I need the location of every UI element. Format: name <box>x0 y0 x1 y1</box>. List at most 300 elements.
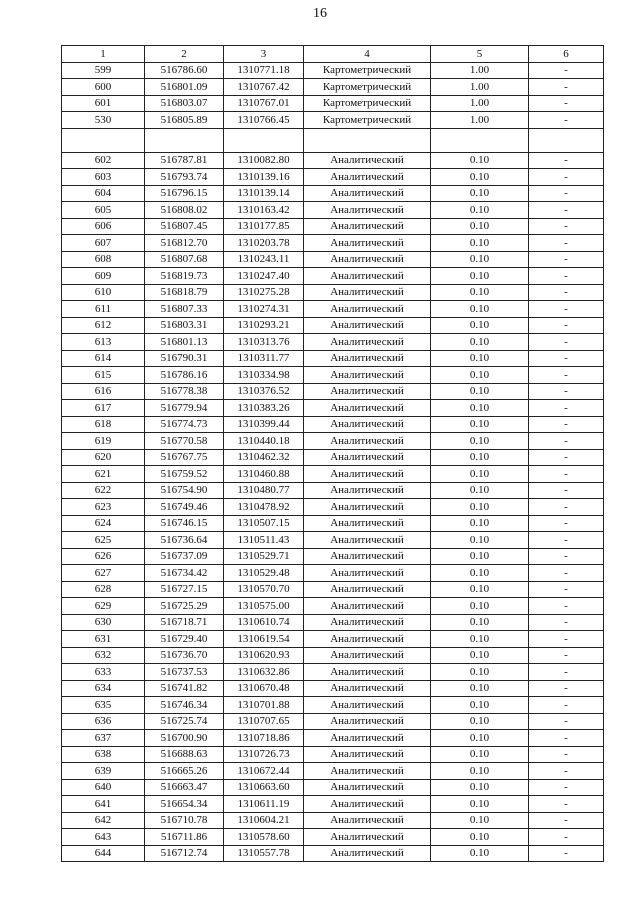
table-row <box>62 350 604 367</box>
x-coordinate-cell: 516754.90 <box>145 482 224 499</box>
method-cell: Аналитический <box>304 284 431 301</box>
y-coordinate-cell: 1310610.74 <box>224 614 304 631</box>
accuracy-cell: 0.10 <box>431 532 529 549</box>
table-row <box>62 218 604 235</box>
point-number-cell: 607 <box>62 235 145 252</box>
y-coordinate-cell: 1310334.98 <box>224 367 304 384</box>
method-cell: Аналитический <box>304 746 431 763</box>
y-coordinate-cell: 1310274.31 <box>224 301 304 318</box>
method-cell: Аналитический <box>304 598 431 615</box>
method-cell: Аналитический <box>304 218 431 235</box>
point-number-cell: 614 <box>62 350 145 367</box>
point-number-cell: 635 <box>62 697 145 714</box>
y-coordinate-cell: 1310701.88 <box>224 697 304 714</box>
y-coordinate-cell: 1310611.19 <box>224 796 304 813</box>
point-number-cell: 622 <box>62 482 145 499</box>
accuracy-cell: 0.10 <box>431 829 529 846</box>
point-number-cell: 643 <box>62 829 145 846</box>
note-cell: - <box>529 79 604 96</box>
point-number-cell: 630 <box>62 614 145 631</box>
note-cell: - <box>529 169 604 186</box>
point-number-cell: 612 <box>62 317 145 334</box>
y-coordinate-cell: 1310478.92 <box>224 499 304 516</box>
method-cell: Аналитический <box>304 482 431 499</box>
x-coordinate-cell: 516759.52 <box>145 466 224 483</box>
point-number-cell: 620 <box>62 449 145 466</box>
y-coordinate-cell: 1310177.85 <box>224 218 304 235</box>
y-coordinate-cell: 1310672.44 <box>224 763 304 780</box>
table-row <box>62 581 604 598</box>
y-coordinate-cell: 1310632.86 <box>224 664 304 681</box>
point-number-cell: 641 <box>62 796 145 813</box>
point-number-cell: 616 <box>62 383 145 400</box>
y-coordinate-cell: 1310619.54 <box>224 631 304 648</box>
note-cell: - <box>529 763 604 780</box>
y-coordinate-cell: 1310313.76 <box>224 334 304 351</box>
point-number-cell: 617 <box>62 400 145 417</box>
note-cell: - <box>529 449 604 466</box>
x-coordinate-cell: 516727.15 <box>145 581 224 598</box>
y-coordinate-cell: 1310311.77 <box>224 350 304 367</box>
header-cell: 5 <box>431 46 529 63</box>
accuracy-cell: 0.10 <box>431 169 529 186</box>
y-coordinate-cell: 1310570.70 <box>224 581 304 598</box>
x-coordinate-cell: 516749.46 <box>145 499 224 516</box>
table-row <box>62 763 604 780</box>
x-coordinate-cell: 516737.53 <box>145 664 224 681</box>
point-number-cell: 600 <box>62 79 145 96</box>
point-number-cell: 599 <box>62 62 145 79</box>
y-coordinate-cell: 1310376.52 <box>224 383 304 400</box>
note-cell: - <box>529 647 604 664</box>
y-coordinate-cell: 1310163.42 <box>224 202 304 219</box>
note-cell: - <box>529 697 604 714</box>
note-cell: - <box>529 317 604 334</box>
y-coordinate-cell: 1310203.78 <box>224 235 304 252</box>
accuracy-cell: 0.10 <box>431 548 529 565</box>
point-number-cell: 633 <box>62 664 145 681</box>
y-coordinate-cell: 1310766.45 <box>224 112 304 129</box>
point-number-cell: 625 <box>62 532 145 549</box>
x-coordinate-cell: 516807.33 <box>145 301 224 318</box>
accuracy-cell: 0.10 <box>431 647 529 664</box>
method-cell: Аналитический <box>304 433 431 450</box>
x-coordinate-cell: 516819.73 <box>145 268 224 285</box>
x-coordinate-cell: 516736.70 <box>145 647 224 664</box>
x-coordinate-cell: 516746.15 <box>145 515 224 532</box>
method-cell: Аналитический <box>304 268 431 285</box>
point-number-cell: 632 <box>62 647 145 664</box>
header-cell: 3 <box>224 46 304 63</box>
table-row <box>62 746 604 763</box>
note-cell: - <box>529 301 604 318</box>
note-cell: - <box>529 482 604 499</box>
method-cell: Аналитический <box>304 532 431 549</box>
method-cell: Аналитический <box>304 680 431 697</box>
point-number-cell: 631 <box>62 631 145 648</box>
note-cell: - <box>529 829 604 846</box>
note-cell: - <box>529 581 604 598</box>
method-cell: Аналитический <box>304 713 431 730</box>
accuracy-cell: 0.10 <box>431 218 529 235</box>
y-coordinate-cell: 1310275.28 <box>224 284 304 301</box>
accuracy-cell: 0.10 <box>431 565 529 582</box>
note-cell: - <box>529 62 604 79</box>
point-number-cell: 606 <box>62 218 145 235</box>
note-cell: - <box>529 284 604 301</box>
page-number: 16 <box>313 6 327 21</box>
point-number-cell: 603 <box>62 169 145 186</box>
table-row <box>62 548 604 565</box>
table-row <box>62 95 604 112</box>
y-coordinate-cell: 1310707.65 <box>224 713 304 730</box>
x-coordinate-cell: 516688.63 <box>145 746 224 763</box>
y-coordinate-cell: 1310243.11 <box>224 251 304 268</box>
method-cell: Аналитический <box>304 581 431 598</box>
y-coordinate-cell: 1310460.88 <box>224 466 304 483</box>
point-number-cell: 618 <box>62 416 145 433</box>
x-coordinate-cell: 516654.34 <box>145 796 224 813</box>
table-row <box>62 845 604 862</box>
y-coordinate-cell: 1310440.18 <box>224 433 304 450</box>
table-row <box>62 416 604 433</box>
table-row <box>62 284 604 301</box>
accuracy-cell: 0.10 <box>431 185 529 202</box>
method-cell: Аналитический <box>304 367 431 384</box>
y-coordinate-cell: 1310082.80 <box>224 152 304 169</box>
x-coordinate-cell: 516805.89 <box>145 112 224 129</box>
point-number-cell: 644 <box>62 845 145 862</box>
table-row <box>62 812 604 829</box>
x-coordinate-cell: 516796.15 <box>145 185 224 202</box>
y-coordinate-cell: 1310718.86 <box>224 730 304 747</box>
y-coordinate-cell: 1310507.15 <box>224 515 304 532</box>
note-cell: - <box>529 746 604 763</box>
accuracy-cell: 0.10 <box>431 400 529 417</box>
accuracy-cell: 0.10 <box>431 433 529 450</box>
point-number-cell: 609 <box>62 268 145 285</box>
method-cell: Аналитический <box>304 763 431 780</box>
x-coordinate-cell: 516712.74 <box>145 845 224 862</box>
coordinates-table-container <box>61 45 604 862</box>
accuracy-cell: 0.10 <box>431 449 529 466</box>
empty-cell <box>529 128 604 152</box>
point-number-cell: 621 <box>62 466 145 483</box>
note-cell: - <box>529 334 604 351</box>
x-coordinate-cell: 516808.02 <box>145 202 224 219</box>
table-row <box>62 79 604 96</box>
point-number-cell: 640 <box>62 779 145 796</box>
point-number-cell: 615 <box>62 367 145 384</box>
note-cell: - <box>529 680 604 697</box>
accuracy-cell: 0.10 <box>431 515 529 532</box>
x-coordinate-cell: 516801.09 <box>145 79 224 96</box>
x-coordinate-cell: 516812.70 <box>145 235 224 252</box>
x-coordinate-cell: 516729.40 <box>145 631 224 648</box>
y-coordinate-cell: 1310575.00 <box>224 598 304 615</box>
note-cell: - <box>529 796 604 813</box>
y-coordinate-cell: 1310293.21 <box>224 317 304 334</box>
x-coordinate-cell: 516725.29 <box>145 598 224 615</box>
accuracy-cell: 0.10 <box>431 383 529 400</box>
table-row <box>62 152 604 169</box>
method-cell: Аналитический <box>304 829 431 846</box>
x-coordinate-cell: 516711.86 <box>145 829 224 846</box>
method-cell: Картометрический <box>304 62 431 79</box>
y-coordinate-cell: 1310462.32 <box>224 449 304 466</box>
method-cell: Аналитический <box>304 466 431 483</box>
method-cell: Аналитический <box>304 301 431 318</box>
table-body <box>62 46 604 862</box>
x-coordinate-cell: 516790.31 <box>145 350 224 367</box>
y-coordinate-cell: 1310578.60 <box>224 829 304 846</box>
x-coordinate-cell: 516779.94 <box>145 400 224 417</box>
note-cell: - <box>529 433 604 450</box>
point-number-cell: 611 <box>62 301 145 318</box>
note-cell: - <box>529 268 604 285</box>
method-cell: Аналитический <box>304 614 431 631</box>
point-number-cell: 623 <box>62 499 145 516</box>
table-row <box>62 317 604 334</box>
x-coordinate-cell: 516741.82 <box>145 680 224 697</box>
header-cell: 4 <box>304 46 431 63</box>
x-coordinate-cell: 516774.73 <box>145 416 224 433</box>
note-cell: - <box>529 614 604 631</box>
y-coordinate-cell: 1310604.21 <box>224 812 304 829</box>
accuracy-cell: 0.10 <box>431 763 529 780</box>
method-cell: Аналитический <box>304 515 431 532</box>
accuracy-cell: 0.10 <box>431 812 529 829</box>
note-cell: - <box>529 532 604 549</box>
note-cell: - <box>529 95 604 112</box>
y-coordinate-cell: 1310670.48 <box>224 680 304 697</box>
accuracy-cell: 0.10 <box>431 713 529 730</box>
point-number-cell: 619 <box>62 433 145 450</box>
header-row <box>62 46 604 63</box>
point-number-cell: 638 <box>62 746 145 763</box>
note-cell: - <box>529 367 604 384</box>
note-cell: - <box>529 383 604 400</box>
x-coordinate-cell: 516807.68 <box>145 251 224 268</box>
accuracy-cell: 0.10 <box>431 152 529 169</box>
x-coordinate-cell: 516710.78 <box>145 812 224 829</box>
x-coordinate-cell: 516736.64 <box>145 532 224 549</box>
method-cell: Аналитический <box>304 334 431 351</box>
accuracy-cell: 0.10 <box>431 664 529 681</box>
table-row <box>62 730 604 747</box>
table-row <box>62 647 604 664</box>
accuracy-cell: 0.10 <box>431 416 529 433</box>
empty-cell <box>431 128 529 152</box>
table-row <box>62 251 604 268</box>
table-row <box>62 449 604 466</box>
note-cell: - <box>529 548 604 565</box>
accuracy-cell: 0.10 <box>431 598 529 615</box>
table-row <box>62 268 604 285</box>
table-row <box>62 631 604 648</box>
accuracy-cell: 0.10 <box>431 202 529 219</box>
method-cell: Картометрический <box>304 95 431 112</box>
accuracy-cell: 1.00 <box>431 95 529 112</box>
table-row <box>62 433 604 450</box>
method-cell: Аналитический <box>304 796 431 813</box>
note-cell: - <box>529 251 604 268</box>
method-cell: Аналитический <box>304 697 431 714</box>
point-number-cell: 610 <box>62 284 145 301</box>
y-coordinate-cell: 1310726.73 <box>224 746 304 763</box>
y-coordinate-cell: 1310529.71 <box>224 548 304 565</box>
table-row <box>62 664 604 681</box>
method-cell: Аналитический <box>304 664 431 681</box>
accuracy-cell: 0.10 <box>431 730 529 747</box>
table-row <box>62 301 604 318</box>
x-coordinate-cell: 516801.13 <box>145 334 224 351</box>
table-row <box>62 185 604 202</box>
point-number-cell: 636 <box>62 713 145 730</box>
point-number-cell: 601 <box>62 95 145 112</box>
x-coordinate-cell: 516725.74 <box>145 713 224 730</box>
x-coordinate-cell: 516770.58 <box>145 433 224 450</box>
note-cell: - <box>529 499 604 516</box>
method-cell: Аналитический <box>304 350 431 367</box>
empty-cell <box>304 128 431 152</box>
point-number-cell: 602 <box>62 152 145 169</box>
table-row <box>62 565 604 582</box>
note-cell: - <box>529 466 604 483</box>
point-number-cell: 530 <box>62 112 145 129</box>
note-cell: - <box>529 779 604 796</box>
method-cell: Аналитический <box>304 812 431 829</box>
method-cell: Аналитический <box>304 499 431 516</box>
method-cell: Аналитический <box>304 647 431 664</box>
accuracy-cell: 0.10 <box>431 367 529 384</box>
accuracy-cell: 0.10 <box>431 796 529 813</box>
note-cell: - <box>529 185 604 202</box>
method-cell: Аналитический <box>304 202 431 219</box>
empty-cell <box>145 128 224 152</box>
table-row <box>62 614 604 631</box>
table-row <box>62 779 604 796</box>
accuracy-cell: 0.10 <box>431 284 529 301</box>
coordinates-table <box>61 45 604 862</box>
y-coordinate-cell: 1310139.14 <box>224 185 304 202</box>
table-row <box>62 598 604 615</box>
note-cell: - <box>529 631 604 648</box>
point-number-cell: 639 <box>62 763 145 780</box>
separator-row <box>62 128 604 152</box>
x-coordinate-cell: 516786.16 <box>145 367 224 384</box>
accuracy-cell: 0.10 <box>431 631 529 648</box>
note-cell: - <box>529 416 604 433</box>
accuracy-cell: 0.10 <box>431 499 529 516</box>
y-coordinate-cell: 1310663.60 <box>224 779 304 796</box>
y-coordinate-cell: 1310767.01 <box>224 95 304 112</box>
method-cell: Аналитический <box>304 631 431 648</box>
method-cell: Аналитический <box>304 251 431 268</box>
method-cell: Аналитический <box>304 169 431 186</box>
note-cell: - <box>529 812 604 829</box>
note-cell: - <box>529 350 604 367</box>
table-row <box>62 400 604 417</box>
note-cell: - <box>529 112 604 129</box>
method-cell: Аналитический <box>304 185 431 202</box>
method-cell: Аналитический <box>304 730 431 747</box>
accuracy-cell: 0.10 <box>431 614 529 631</box>
accuracy-cell: 0.10 <box>431 268 529 285</box>
accuracy-cell: 0.10 <box>431 581 529 598</box>
method-cell: Аналитический <box>304 235 431 252</box>
point-number-cell: 605 <box>62 202 145 219</box>
table-row <box>62 697 604 714</box>
header-cell: 6 <box>529 46 604 63</box>
table-row <box>62 713 604 730</box>
method-cell: Аналитический <box>304 317 431 334</box>
method-cell: Аналитический <box>304 548 431 565</box>
note-cell: - <box>529 400 604 417</box>
point-number-cell: 627 <box>62 565 145 582</box>
point-number-cell: 613 <box>62 334 145 351</box>
accuracy-cell: 0.10 <box>431 301 529 318</box>
accuracy-cell: 0.10 <box>431 779 529 796</box>
table-row <box>62 334 604 351</box>
x-coordinate-cell: 516746.34 <box>145 697 224 714</box>
accuracy-cell: 0.10 <box>431 680 529 697</box>
table-row <box>62 482 604 499</box>
accuracy-cell: 0.10 <box>431 334 529 351</box>
point-number-cell: 642 <box>62 812 145 829</box>
point-number-cell: 626 <box>62 548 145 565</box>
x-coordinate-cell: 516786.60 <box>145 62 224 79</box>
table-row <box>62 499 604 516</box>
x-coordinate-cell: 516803.31 <box>145 317 224 334</box>
x-coordinate-cell: 516737.09 <box>145 548 224 565</box>
accuracy-cell: 1.00 <box>431 62 529 79</box>
x-coordinate-cell: 516665.26 <box>145 763 224 780</box>
point-number-cell: 604 <box>62 185 145 202</box>
y-coordinate-cell: 1310771.18 <box>224 62 304 79</box>
y-coordinate-cell: 1310557.78 <box>224 845 304 862</box>
point-number-cell: 624 <box>62 515 145 532</box>
point-number-cell: 628 <box>62 581 145 598</box>
x-coordinate-cell: 516818.79 <box>145 284 224 301</box>
table-row <box>62 112 604 129</box>
point-number-cell: 608 <box>62 251 145 268</box>
accuracy-cell: 0.10 <box>431 350 529 367</box>
table-row <box>62 796 604 813</box>
note-cell: - <box>529 713 604 730</box>
accuracy-cell: 0.10 <box>431 746 529 763</box>
header-cell: 2 <box>145 46 224 63</box>
y-coordinate-cell: 1310620.93 <box>224 647 304 664</box>
accuracy-cell: 0.10 <box>431 235 529 252</box>
method-cell: Аналитический <box>304 449 431 466</box>
table-row <box>62 383 604 400</box>
x-coordinate-cell: 516787.81 <box>145 152 224 169</box>
method-cell: Аналитический <box>304 845 431 862</box>
x-coordinate-cell: 516807.45 <box>145 218 224 235</box>
method-cell: Аналитический <box>304 416 431 433</box>
x-coordinate-cell: 516700.90 <box>145 730 224 747</box>
accuracy-cell: 0.10 <box>431 482 529 499</box>
y-coordinate-cell: 1310480.77 <box>224 482 304 499</box>
accuracy-cell: 0.10 <box>431 251 529 268</box>
table-row <box>62 235 604 252</box>
accuracy-cell: 1.00 <box>431 79 529 96</box>
y-coordinate-cell: 1310399.44 <box>224 416 304 433</box>
note-cell: - <box>529 515 604 532</box>
note-cell: - <box>529 730 604 747</box>
note-cell: - <box>529 664 604 681</box>
